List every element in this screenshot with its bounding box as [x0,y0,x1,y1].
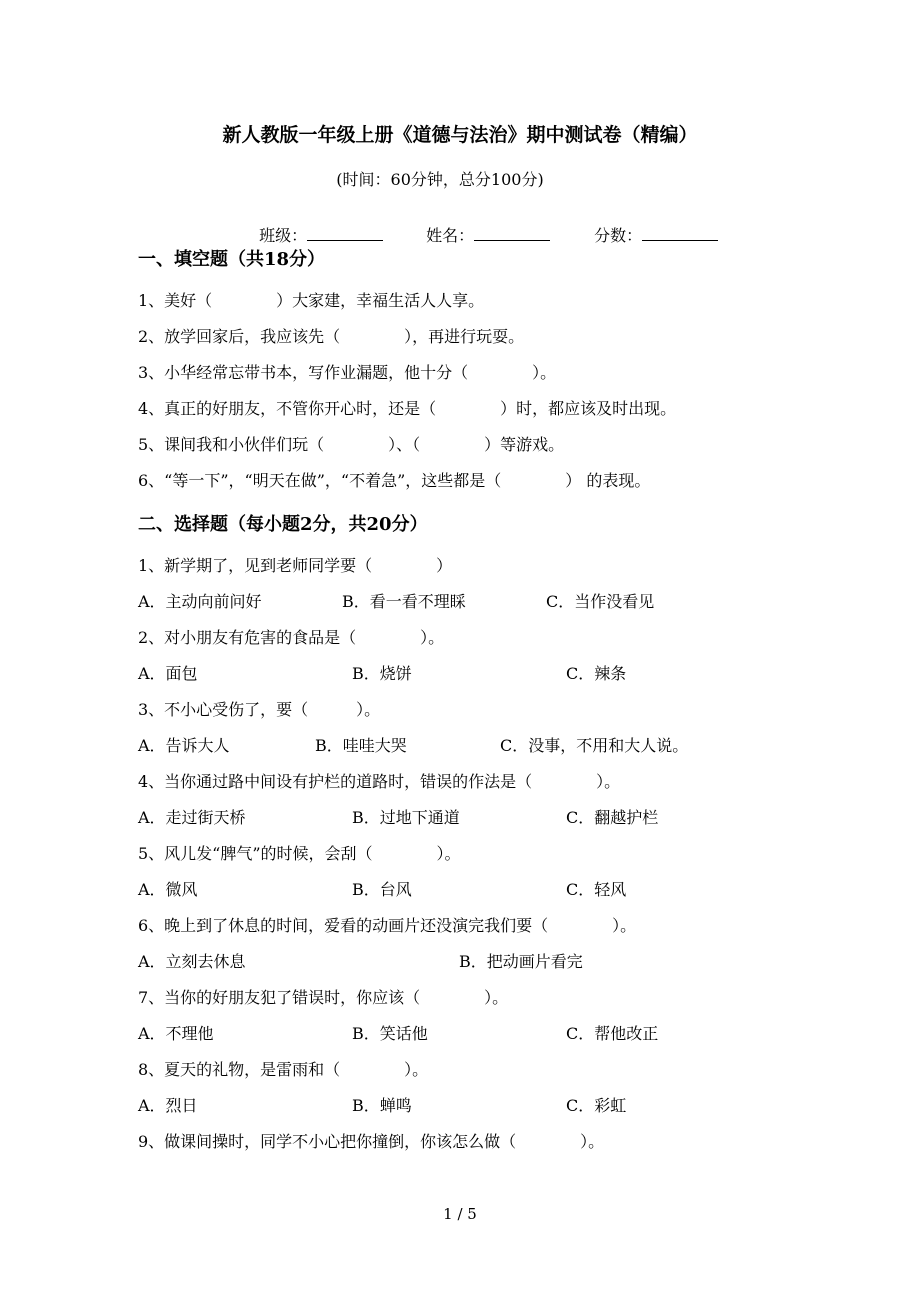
choice-question-5: 5、风儿发“脾气”的时候，会刮（ ）。 [138,844,461,863]
choice-8-option-c: C．彩虹 [566,1096,627,1115]
choice-4-option-c: C．翻越护栏 [566,808,659,827]
choice-1-option-c: C．当作没看见 [546,592,655,611]
fill-question-6: 6、“等一下”，“明天在做”，“不着急”，这些都是（ ） 的表现。 [138,471,651,490]
name-field [416,204,550,246]
fill-question-1: 1、美好（ ）大家建，幸福生活人人享。 [138,291,485,310]
fill-question-4: 4、真正的好朋友，不管你开心时，还是（ ）时，都应该及时出现。 [138,399,677,418]
class-label: 班级： [259,226,308,245]
score-label: 分数： [594,226,643,245]
choice-2-option-a: A．面包 [138,664,198,683]
choice-5-option-a: A．微风 [138,880,198,899]
fill-question-5: 5、课间我和小伙伴们玩（ ）、（ ）等游戏。 [138,435,565,454]
choice-1-option-a: A．主动向前问好 [138,592,262,611]
choice-7-option-a: A．不理他 [138,1024,214,1043]
class-blank [307,224,383,241]
document-title: 新人教版一年级上册《道德与法治》期中测试卷（精编） [222,124,698,146]
choice-question-1: 1、新学期了，见到老师同学要（ ） [138,556,453,575]
choice-question-8: 8、夏天的礼物，是雷雨和（ ）。 [138,1060,429,1079]
score-blank [642,224,718,241]
fill-question-3: 3、小华经常忘带书本，写作业漏题，他十分（ ）。 [138,363,557,382]
section-heading-fill-in: 一、填空题（共18分） [138,249,326,270]
choice-4-option-a: A．走过街天桥 [138,808,246,827]
fill-question-2: 2、放学回家后，我应该先（ ），再进行玩耍。 [138,327,525,346]
choice-5-option-c: C．轻风 [566,880,627,899]
choice-7-option-c: C．帮他改正 [566,1024,659,1043]
score-field [584,204,718,246]
choice-question-4: 4、当你通过路中间设有护栏的道路时，错误的作法是（ ）。 [138,772,621,791]
choice-2-option-b: B．烧饼 [352,664,412,683]
choice-2-option-c: C．辣条 [566,664,627,683]
name-blank [474,224,550,241]
choice-5-option-b: B．台风 [352,880,412,899]
choice-question-9: 9、做课间操时，同学不小心把你撞倒，你该怎么做（ ）。 [138,1132,605,1151]
choice-question-3: 3、不小心受伤了，要（ ）。 [138,700,381,719]
exam-time-note: (时间：60分钟，总分100分) [336,170,544,189]
choice-question-6: 6、晚上到了休息的时间，爱看的动画片还没演完我们要（ ）。 [138,916,637,935]
choice-3-option-a: A．告诉大人 [138,736,230,755]
page-number: 1 / 5 [443,1205,477,1223]
choice-1-option-b: B．看一看不理睬 [342,592,466,611]
section-heading-choice: 二、选择题（每小题2分，共20分） [138,514,428,535]
choice-8-option-a: A．烈日 [138,1096,198,1115]
class-field [249,204,383,246]
choice-question-2: 2、对小朋友有危害的食品是（ ）。 [138,628,445,647]
choice-3-option-c: C．没事，不用和大人说。 [500,736,689,755]
choice-4-option-b: B．过地下通道 [352,808,460,827]
choice-6-option-b: B．把动画片看完 [459,952,583,971]
choice-3-option-b: B．哇哇大哭 [315,736,407,755]
choice-7-option-b: B．笑话他 [352,1024,428,1043]
choice-6-option-a: A．立刻去休息 [138,952,246,971]
choice-8-option-b: B．蝉鸣 [352,1096,412,1115]
choice-question-7: 7、当你的好朋友犯了错误时，你应该（ ）。 [138,988,509,1007]
name-label: 姓名： [426,226,475,245]
